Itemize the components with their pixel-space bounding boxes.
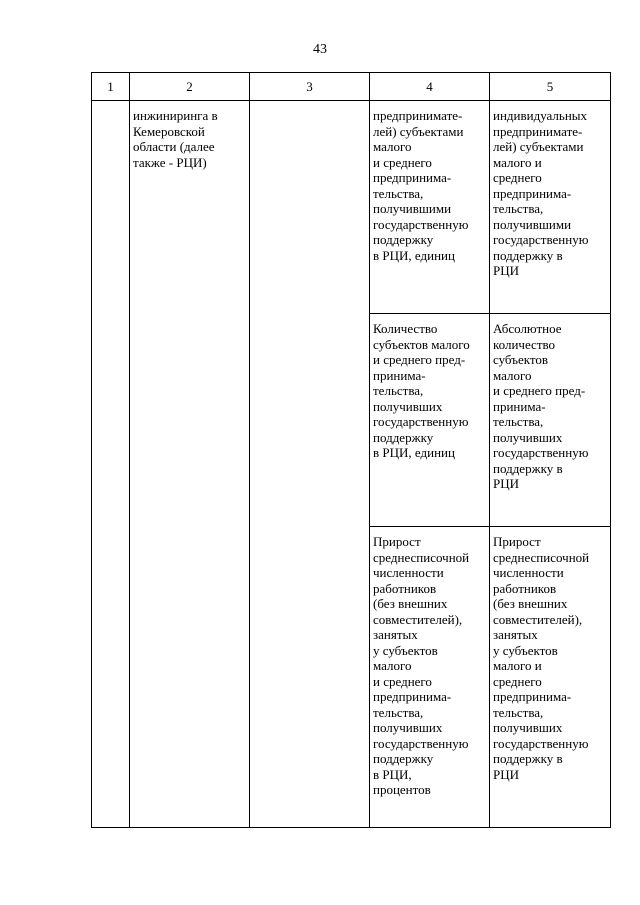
column-3-cell xyxy=(250,101,370,828)
column-3-cell-text xyxy=(250,101,369,108)
column-header-3: 3 xyxy=(250,73,370,101)
column-header-4: 4 xyxy=(370,73,490,101)
definition-cell xyxy=(490,314,611,527)
indicator-text: предпринимате- лей) субъектами малого и среднего предпринима- тельства, получившими государственную поддержку в РЦИ, единиц xyxy=(373,108,469,263)
indicators-table xyxy=(91,72,611,828)
definition-cell xyxy=(490,527,611,828)
name-cell-text: инжиниринга в Кемеровской области (далее также - РЦИ) xyxy=(133,108,218,170)
name-cell xyxy=(130,101,250,828)
table-row xyxy=(92,101,611,314)
definition-cell xyxy=(490,101,611,314)
page-number: 43 xyxy=(313,42,327,57)
definition-text: Прирост среднесписочной численности работников (без внешних совместителей), занятых у субъектов малого и среднего предпринима- тельства, получивших государственную поддержку в РЦИ xyxy=(493,534,590,782)
definition-text: Абсолютное количество субъектов малого и среднего пред- принима- тельства, получивших государственную поддержку в РЦИ xyxy=(493,321,589,491)
column-header-5: 5 xyxy=(490,73,611,101)
indicator-cell xyxy=(370,527,490,828)
indicator-text: Прирост среднесписочной численности работников (без внешних совместителей), занятых у субъектов малого и среднего предпринима- тельства, получивших государственную поддержку в РЦИ, процентов xyxy=(373,534,470,797)
indicator-cell xyxy=(370,101,490,314)
number-cell-text xyxy=(92,101,129,108)
column-header-2: 2 xyxy=(130,73,250,101)
indicator-cell xyxy=(370,314,490,527)
definition-text: индивидуальных предпринимате- лей) субъектами малого и среднего предпринима- тельства, получившими государственную поддержку в РЦИ xyxy=(493,108,589,278)
indicator-text: Количество субъектов малого и среднего пред- принима- тельства, получивших государственную поддержку в РЦИ, единиц xyxy=(373,321,470,460)
column-header-1: 1 xyxy=(92,73,130,101)
number-cell xyxy=(92,101,130,828)
table-header-row xyxy=(92,73,611,101)
